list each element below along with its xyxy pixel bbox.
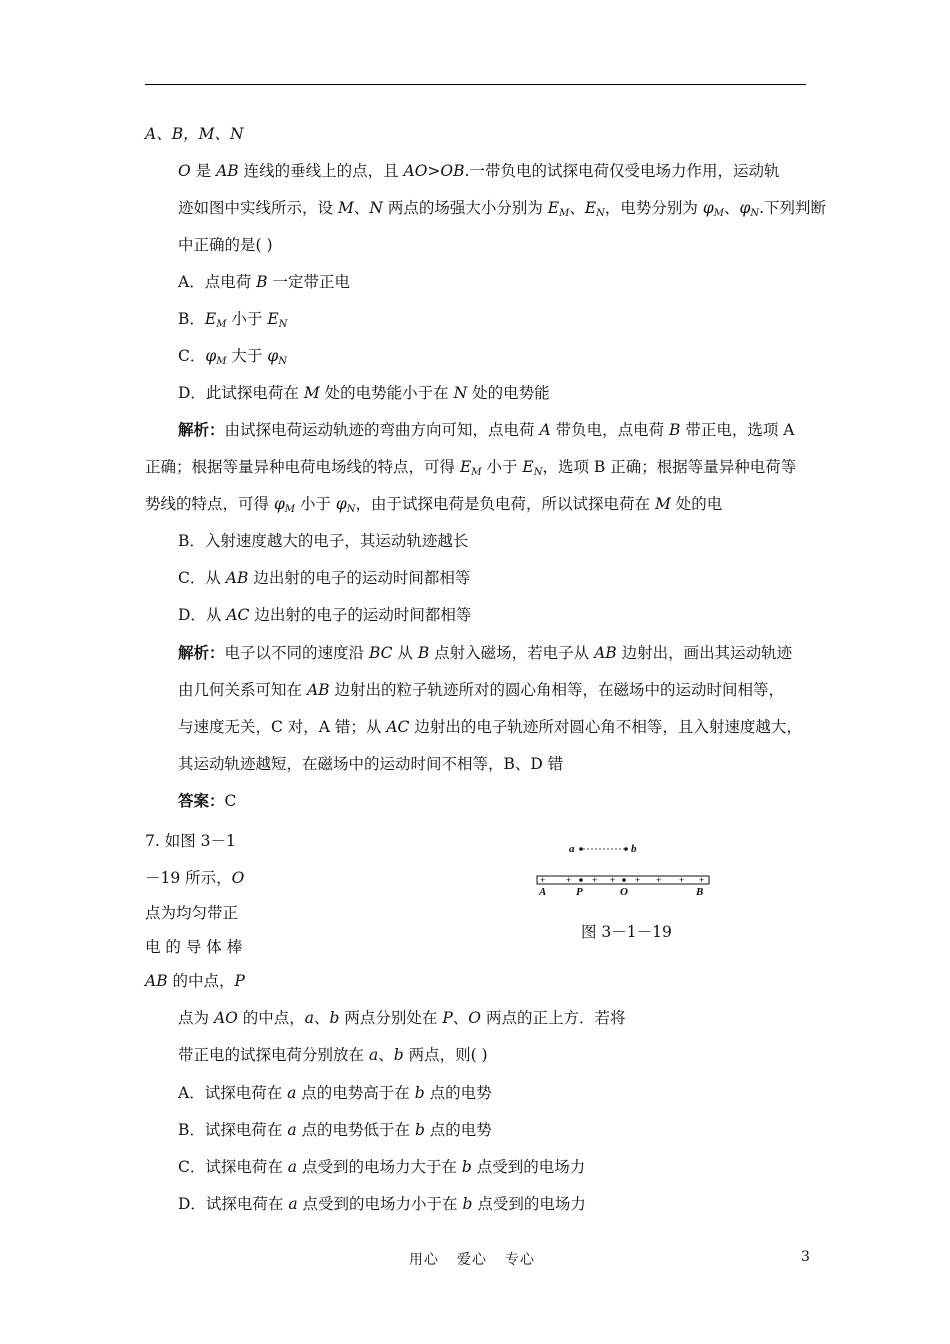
figure-caption: 图 3－1－19 bbox=[581, 923, 672, 941]
point-P bbox=[579, 878, 583, 882]
point-a bbox=[579, 847, 583, 851]
plus-charge: + bbox=[610, 875, 616, 885]
figure-label-b: b bbox=[631, 843, 637, 855]
option-c: C．从 AB 边出射的电子的运动时间都相等 bbox=[178, 569, 471, 587]
plus-charge: + bbox=[656, 875, 662, 885]
text-line: 电 的 导 体 棒 bbox=[145, 938, 243, 956]
question-7: 7. 如图 3－1 bbox=[145, 832, 236, 850]
figure-label-B: B bbox=[696, 886, 704, 898]
figure-label-a: a bbox=[569, 843, 575, 855]
option-a: A．点电荷 B 一定带正电 bbox=[178, 273, 350, 291]
solution-line: 由几何关系可知在 AB 边射出的粒子轨迹所对的圆心角相等，在磁场中的运动时间相等， bbox=[178, 681, 784, 699]
plus-charge: + bbox=[592, 875, 598, 885]
text-line: －19 所示，O bbox=[145, 869, 245, 887]
text-line: 点为 AO 的中点，a、b 两点分别处在 P、O 两点的正上方．若将 bbox=[178, 1009, 626, 1027]
option-c: C．$\varphi_M$ 大于 $\varphi_N$ bbox=[178, 347, 287, 367]
point-O bbox=[622, 878, 626, 882]
option-d: D．从 AC 边出射的电子的运动时间都相等 bbox=[178, 606, 472, 624]
text-line: A、B，M、N bbox=[145, 125, 244, 143]
option-d: D．试探电荷在 a 点受到的电场力小于在 b 点受到的电场力 bbox=[178, 1195, 586, 1213]
option-b: B．入射速度越大的电子，其运动轨迹越长 bbox=[178, 532, 469, 550]
plus-charge: + bbox=[635, 875, 641, 885]
plus-charge: + bbox=[679, 875, 685, 885]
option-b: B．$E_M$ 小于 $E_N$ bbox=[178, 310, 288, 330]
figure-label-P: P bbox=[576, 886, 583, 898]
solution-line: 势线的特点，可得 $\varphi_M$ 小于 $\varphi_N$，由于试探电荷是负电荷，所以试探电荷在 M 处的电 bbox=[145, 495, 723, 515]
figure-label-O: O bbox=[620, 886, 628, 898]
answer: 答案：C bbox=[178, 791, 237, 810]
text-line: 中正确的是( ) bbox=[178, 236, 273, 254]
figure-label-A: A bbox=[539, 886, 547, 898]
page-number: 3 bbox=[801, 1249, 810, 1265]
plus-charge: + bbox=[540, 875, 546, 885]
text-line: 点为均匀带正 bbox=[145, 904, 239, 922]
solution-line: 正确；根据等量异种电荷电场线的特点，可得 $E_M$ 小于 $E_N$，选项 B 正确；根据等量异种电荷等 bbox=[145, 458, 797, 478]
text-line: 迹如图中实线所示，设 M、N 两点的场强大小分别为 $E_M$、$E_N$，电势分别为 $\varphi_M$、$\varphi_N$.下列判断 bbox=[178, 199, 827, 219]
text-line: AB 的中点，P bbox=[145, 972, 245, 990]
option-b: B．试探电荷在 a 点的电势低于在 b 点的电势 bbox=[178, 1121, 492, 1139]
point-b bbox=[624, 847, 628, 851]
solution-line: 解析：由试探电荷运动轨迹的弯曲方向可知，点电荷 A 带负电，点电荷 B 带正电，选项 A bbox=[178, 420, 795, 439]
solution-line: 解析：电子以不同的速度沿 BC 从 B 点射入磁场，若电子从 AB 边射出，画出其运动轨迹 bbox=[178, 643, 793, 662]
solution-line: 其运动轨迹越短，在磁场中的运动时间不相等，B、D 错 bbox=[178, 755, 564, 773]
solution-line: 与速度无关，C 对，A 错；从 AC 边射出的电子轨迹所对圆心角不相等，且入射速度越大， bbox=[178, 718, 802, 736]
option-c: C．试探电荷在 a 点受到的电场力大于在 b 点受到的电场力 bbox=[178, 1158, 586, 1176]
conductor-rod-figure bbox=[536, 840, 711, 900]
header-rule bbox=[145, 84, 806, 85]
footer-motto: 用心 爱心 专心 bbox=[409, 1252, 535, 1268]
plus-charge: + bbox=[699, 875, 705, 885]
option-d: D．此试探电荷在 M 处的电势能小于在 N 处的电势能 bbox=[178, 384, 550, 402]
option-a: A．试探电荷在 a 点的电势高于在 b 点的电势 bbox=[178, 1084, 492, 1102]
plus-charge: + bbox=[566, 875, 572, 885]
text-line: 带正电的试探电荷分别放在 a、b 两点，则( ) bbox=[178, 1046, 488, 1064]
text-line: O 是 AB 连线的垂线上的点，且 AO>OB.一带负电的试探电荷仅受电场力作用，运动轨 bbox=[178, 162, 780, 180]
